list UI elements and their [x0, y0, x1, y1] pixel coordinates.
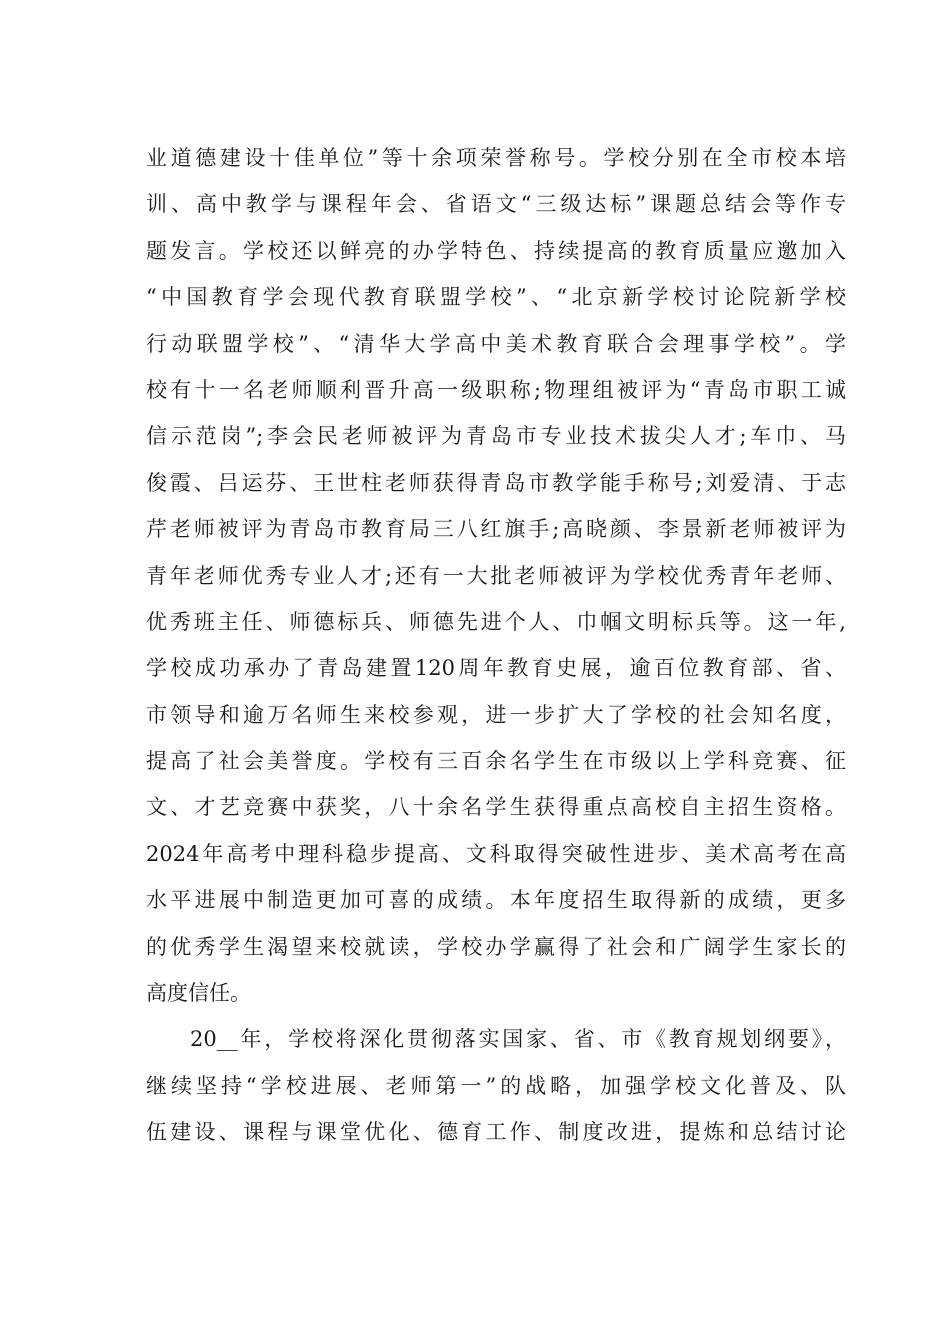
body-text: [146, 135, 846, 1156]
text-line: 文、才艺竞赛中获奖，八十余名学生获得重点高校自主招生资格。: [146, 795, 846, 820]
text-line: 伍建设、课程与课堂优化、德育工作、制度改进，提炼和总结讨论: [146, 1120, 846, 1145]
text-line: 提高了社会美誉度。学校有三百余名学生在市级以上学科竞赛、征: [146, 749, 846, 774]
text-line: 青年老师优秀专业人才;还有一大批老师被评为学校优秀青年老师、: [146, 563, 846, 588]
text-line: 俊霞、吕运芬、王世柱老师获得青岛市教学能手称号;刘爱清、于志: [146, 470, 846, 495]
text-line: 优秀班主任、师德标兵、师德先进个人、巾帼文明标兵等。这一年,: [146, 609, 846, 634]
text-line: 高度信任。: [146, 981, 251, 1006]
text-line: 训、高中教学与课程年会、省语文“三级达标”课题总结会等作专: [146, 192, 846, 217]
text-line: “中国教育学会现代教育联盟学校”、“北京新学校讨论院新学校: [146, 285, 846, 310]
text-line: 题发言。学校还以鲜亮的办学特色、持续提高的教育质量应邀加入: [146, 238, 846, 263]
text-line: 业道德建设十佳单位”等十余项荣誉称号。学校分别在全市校本培: [146, 146, 846, 170]
text-line: 行动联盟学校”、“清华大学高中美术教育联合会理事学校”。学: [146, 331, 846, 356]
text-line: 水平进展中制造更加可喜的成绩。本年度招生取得新的成绩，更多: [146, 888, 846, 913]
text-line: 信示范岗”;李会民老师被评为青岛市专业技术拔尖人才;车巾、马: [146, 424, 846, 449]
text-line: 2024年高考中理科稳步提高、文科取得突破性进步、美术高考在高: [146, 841, 846, 866]
text-line: 市领导和逾万名师生来校参观，进一步扩大了学校的社会知名度，: [146, 702, 846, 727]
text-line: 继续坚持“学校进展、老师第一”的战略，加强学校文化普及、队: [146, 1073, 846, 1098]
text-line: 校有十一名老师顺利晋升高一级职称;物理组被评为“青岛市职工诚: [146, 377, 846, 402]
text-line: 学校成功承办了青岛建置120周年教育史展，逾百位教育部、省、: [146, 656, 846, 681]
text-line-indented: 20__年，学校将深化贯彻落实国家、省、市《教育规划纲要》，: [190, 1027, 846, 1052]
text-line: 芹老师被评为青岛市教育局三八红旗手;高晓颜、李景新老师被评为: [146, 517, 846, 542]
text-line: 的优秀学生渴望来校就读，学校办学赢得了社会和广阔学生家长的: [146, 934, 846, 959]
